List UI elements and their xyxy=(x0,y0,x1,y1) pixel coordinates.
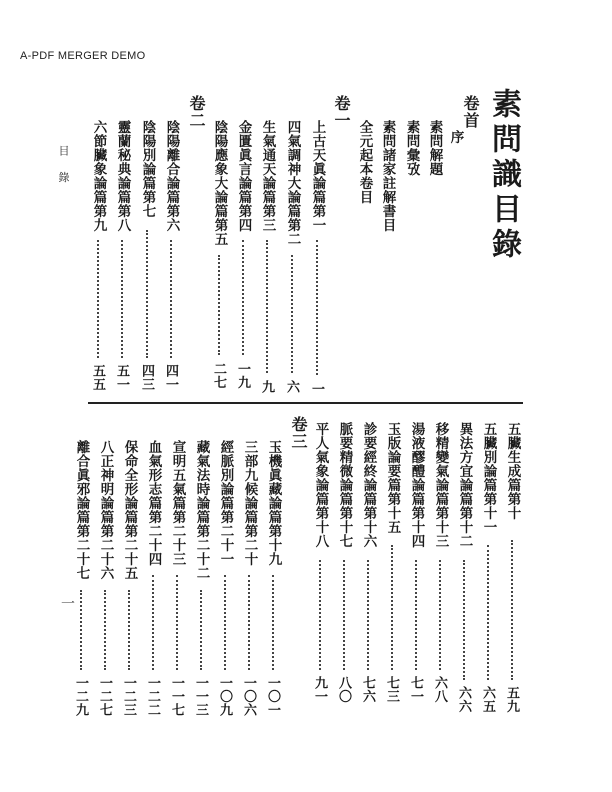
toc-entry-preface[interactable]: 序 xyxy=(447,130,464,144)
toc-entry-25[interactable]: 保命全形論篇第二十五 xyxy=(121,440,138,580)
dot-leader xyxy=(291,255,293,373)
toc-entry-5[interactable]: 陰陽應象大論篇第五 xyxy=(211,120,228,246)
toc-entry-19[interactable]: 玉機眞藏論篇第十九 xyxy=(265,440,282,566)
dot-leader xyxy=(218,255,220,355)
page-number: 七三 xyxy=(384,676,399,703)
dot-leader xyxy=(319,560,321,670)
page-number: 六六 xyxy=(456,686,471,713)
toc-entry-4[interactable]: 金匱眞言論篇第四 xyxy=(235,120,252,232)
dot-leader xyxy=(367,560,369,670)
toc-entry-27[interactable]: 離合眞邪論篇第二十七 xyxy=(73,440,90,580)
page-number: 七六 xyxy=(360,676,375,703)
toc-entry-11[interactable]: 五臟別論篇第十一 xyxy=(480,422,497,534)
page-number: 一〇六 xyxy=(241,676,256,717)
page-number: 九一 xyxy=(312,676,327,703)
dot-leader xyxy=(248,575,250,670)
page-number: 八〇 xyxy=(336,676,351,703)
page-number: 五九 xyxy=(504,686,519,713)
page-number: 一一七 xyxy=(169,676,184,717)
toc-entry-12[interactable]: 異法方宜論篇第十二 xyxy=(456,422,473,548)
volume-heading-2: 卷二 xyxy=(187,95,206,129)
volume-heading-3: 卷三 xyxy=(289,416,308,450)
toc-entry-18[interactable]: 平人氣象論篇第十八 xyxy=(312,422,329,548)
toc-entry-13[interactable]: 移精變氣論篇第十三 xyxy=(432,422,449,548)
toc-entry-10[interactable]: 五臟生成篇第十 xyxy=(504,422,521,520)
page-number: 七一 xyxy=(408,676,423,703)
toc-entry-6[interactable]: 陰陽離合論篇第六 xyxy=(163,120,180,232)
toc-entry-2[interactable]: 四氣調神大論篇第二 xyxy=(284,120,301,246)
dot-leader xyxy=(104,590,106,670)
page-number: 六八 xyxy=(432,676,447,703)
dot-leader xyxy=(463,560,465,680)
page-number: 一〇九 xyxy=(217,676,232,717)
dot-leader xyxy=(152,575,154,670)
toc-entry-huikao[interactable]: 素問彙攷 xyxy=(403,120,420,176)
page-number: 一二九 xyxy=(73,676,88,717)
page-number: 五一 xyxy=(114,364,129,391)
dot-leader xyxy=(272,575,274,670)
toc-entry-15[interactable]: 玉版論要篇第十五 xyxy=(384,422,401,534)
folio-number: 一 xyxy=(59,596,75,616)
dot-leader xyxy=(391,545,393,670)
toc-entry-bibliography[interactable]: 素問諸家註解書目 xyxy=(379,120,396,232)
dot-leader xyxy=(439,560,441,670)
page-number: 一九 xyxy=(235,362,250,389)
toc-entry-quanyuanqi[interactable]: 全元起本卷目 xyxy=(356,120,373,204)
toc-entry-9[interactable]: 六節臟象論篇第九 xyxy=(90,120,107,232)
dot-leader xyxy=(511,540,513,680)
dot-leader xyxy=(316,240,318,375)
page-number: 一二二 xyxy=(145,676,160,717)
page-number: 四三 xyxy=(139,364,154,391)
dot-leader xyxy=(121,240,123,358)
dot-leader xyxy=(266,240,268,373)
toc-entry-1[interactable]: 上古天眞論篇第一 xyxy=(309,120,326,232)
section-divider xyxy=(88,402,523,404)
page-number: 二七 xyxy=(211,362,226,389)
dot-leader xyxy=(415,560,417,670)
volume-heading-front: 卷首 xyxy=(461,95,480,129)
margin-label: 目 錄 xyxy=(57,145,70,189)
page-number: 一二七 xyxy=(97,676,112,717)
toc-entry-21[interactable]: 經脈別論篇第二十一 xyxy=(217,440,234,566)
dot-leader xyxy=(128,590,130,670)
toc-entry-14[interactable]: 湯液醪醴論篇第十四 xyxy=(408,422,425,548)
page-number: 一二三 xyxy=(121,676,136,717)
toc-entry-26[interactable]: 八正神明論篇第二十六 xyxy=(97,440,114,580)
toc-entry-24[interactable]: 血氣形志篇第二十四 xyxy=(145,440,162,566)
dot-leader xyxy=(242,240,244,355)
dot-leader xyxy=(170,240,172,358)
toc-entry-jieti[interactable]: 素問解題 xyxy=(426,120,443,176)
dot-leader xyxy=(97,240,99,358)
page-number: 九 xyxy=(259,380,274,394)
page-number: 一 xyxy=(309,382,324,396)
dot-leader xyxy=(146,230,148,358)
page-number: 六 xyxy=(284,380,299,394)
page-number: 六五 xyxy=(480,686,495,713)
dot-leader xyxy=(343,560,345,670)
volume-heading-1: 卷一 xyxy=(332,95,351,129)
page-number: 一〇一 xyxy=(265,676,280,717)
dot-leader xyxy=(80,590,82,670)
watermark-text: A-PDF MERGER DEMO xyxy=(20,50,146,62)
dot-leader xyxy=(200,590,202,670)
toc-entry-17[interactable]: 脈要精微論篇第十七 xyxy=(336,422,353,548)
toc-entry-22[interactable]: 藏氣法時論篇第二十二 xyxy=(193,440,210,580)
page-number: 五五 xyxy=(90,364,105,391)
toc-entry-3[interactable]: 生氣通天論篇第三 xyxy=(259,120,276,232)
toc-entry-20[interactable]: 三部九候論篇第二十 xyxy=(241,440,258,566)
page-number: 一一三 xyxy=(193,676,208,717)
page-number: 四一 xyxy=(163,364,178,391)
dot-leader xyxy=(487,545,489,680)
toc-entry-8[interactable]: 靈蘭秘典論篇第八 xyxy=(114,120,131,232)
dot-leader xyxy=(176,575,178,670)
dot-leader xyxy=(224,575,226,670)
toc-entry-23[interactable]: 宣明五氣篇第二十三 xyxy=(169,440,186,566)
toc-entry-16[interactable]: 診要經終論篇第十六 xyxy=(360,422,377,548)
toc-entry-7[interactable]: 陰陽別論篇第七 xyxy=(139,120,156,218)
book-title: 素問識目錄 xyxy=(486,88,521,263)
